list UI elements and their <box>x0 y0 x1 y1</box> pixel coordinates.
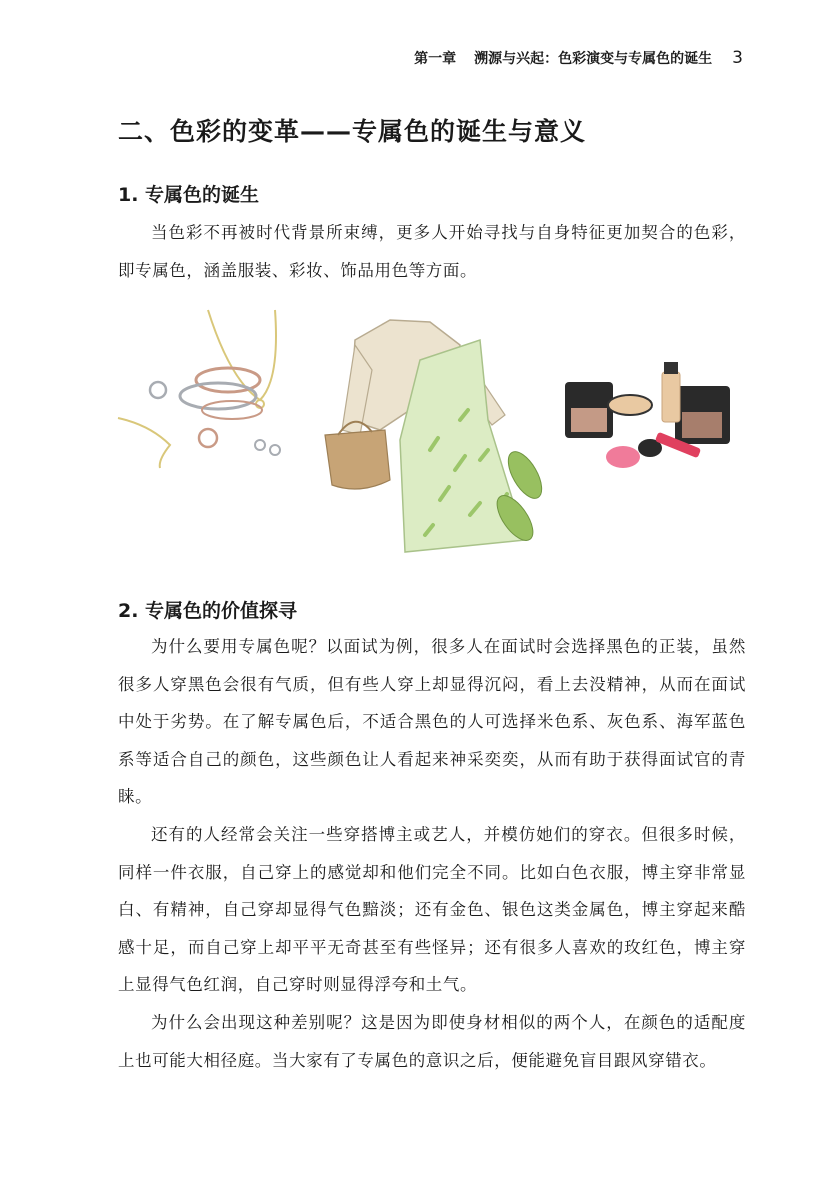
foundation-cap <box>664 362 678 374</box>
blush-compact <box>606 446 640 468</box>
ring-rose <box>199 429 217 447</box>
foundation-bottle <box>662 372 680 422</box>
eyeshadow-pans-left <box>571 408 607 432</box>
chapter-label: 第一章 <box>414 51 457 67</box>
jewelry-illustration <box>118 310 280 468</box>
running-header <box>414 48 743 68</box>
page-number: 3 <box>732 48 743 68</box>
gold-chain <box>118 418 170 468</box>
subsection-title-1: 1. 专属色的诞生 <box>118 184 260 206</box>
chapter-title: 溯源与兴起：色彩演变与专属色的诞生 <box>474 51 713 67</box>
earring-1 <box>255 440 265 450</box>
earring-2 <box>270 445 280 455</box>
section-title: 二、色彩的变革——专属色的诞生与意义 <box>118 117 587 146</box>
outfit-illustration <box>325 320 548 552</box>
bag <box>325 430 390 489</box>
cosmetics-illustration <box>565 362 730 468</box>
subsection-title-2: 2. 专属色的价值探寻 <box>118 600 298 622</box>
paragraph-1: 当色彩不再被时代背景所束缚，更多人开始寻找与自身特征更加契合的色彩，即专属色，涵盖服装、彩妆、饰品用色等方面。 <box>118 223 746 280</box>
eyeshadow-pans-right <box>682 412 722 438</box>
fashion-illustration <box>110 300 750 565</box>
paragraph-4: 为什么会出现这种差别呢？这是因为即使身材相似的两个人，在颜色的适配度上也可能大相径庭。当大家有了专属色的意识之后，便能避免盲目跟风穿错衣。 <box>118 1013 746 1070</box>
paragraph-3: 还有的人经常会关注一些穿搭博主或艺人，并模仿她们的穿衣。但很多时候，同样一件衣服，自己穿上的感觉却和他们完全不同。比如白色衣服，博主穿非常显白、有精神，自己穿却显得气色黯淡；还有金色、银色这类金属色，博主穿起来酷感十足，而自己穿上却平平无奇甚至有些怪异；还有很多人喜欢的玫红色，博主穿上显得气色红润，自己穿时则显得浮夸和土气。 <box>118 825 746 994</box>
bangle-silver <box>180 383 256 409</box>
ring-silver <box>150 382 166 398</box>
powder-jar <box>608 395 652 415</box>
paragraph-2: 为什么要用专属色呢？以面试为例，很多人在面试时会选择黑色的正装，虽然很多人穿黑色会很有气质，但有些人穿上却显得沉闷，看上去没精神，从而在面试中处于劣势。在了解专属色后，不适合黑色的人可选择米色系、灰色系、海军蓝色系等适合自己的颜色，这些颜色让人看起来神采奕奕，从而有助于获得面试官的青睐。 <box>118 637 746 806</box>
